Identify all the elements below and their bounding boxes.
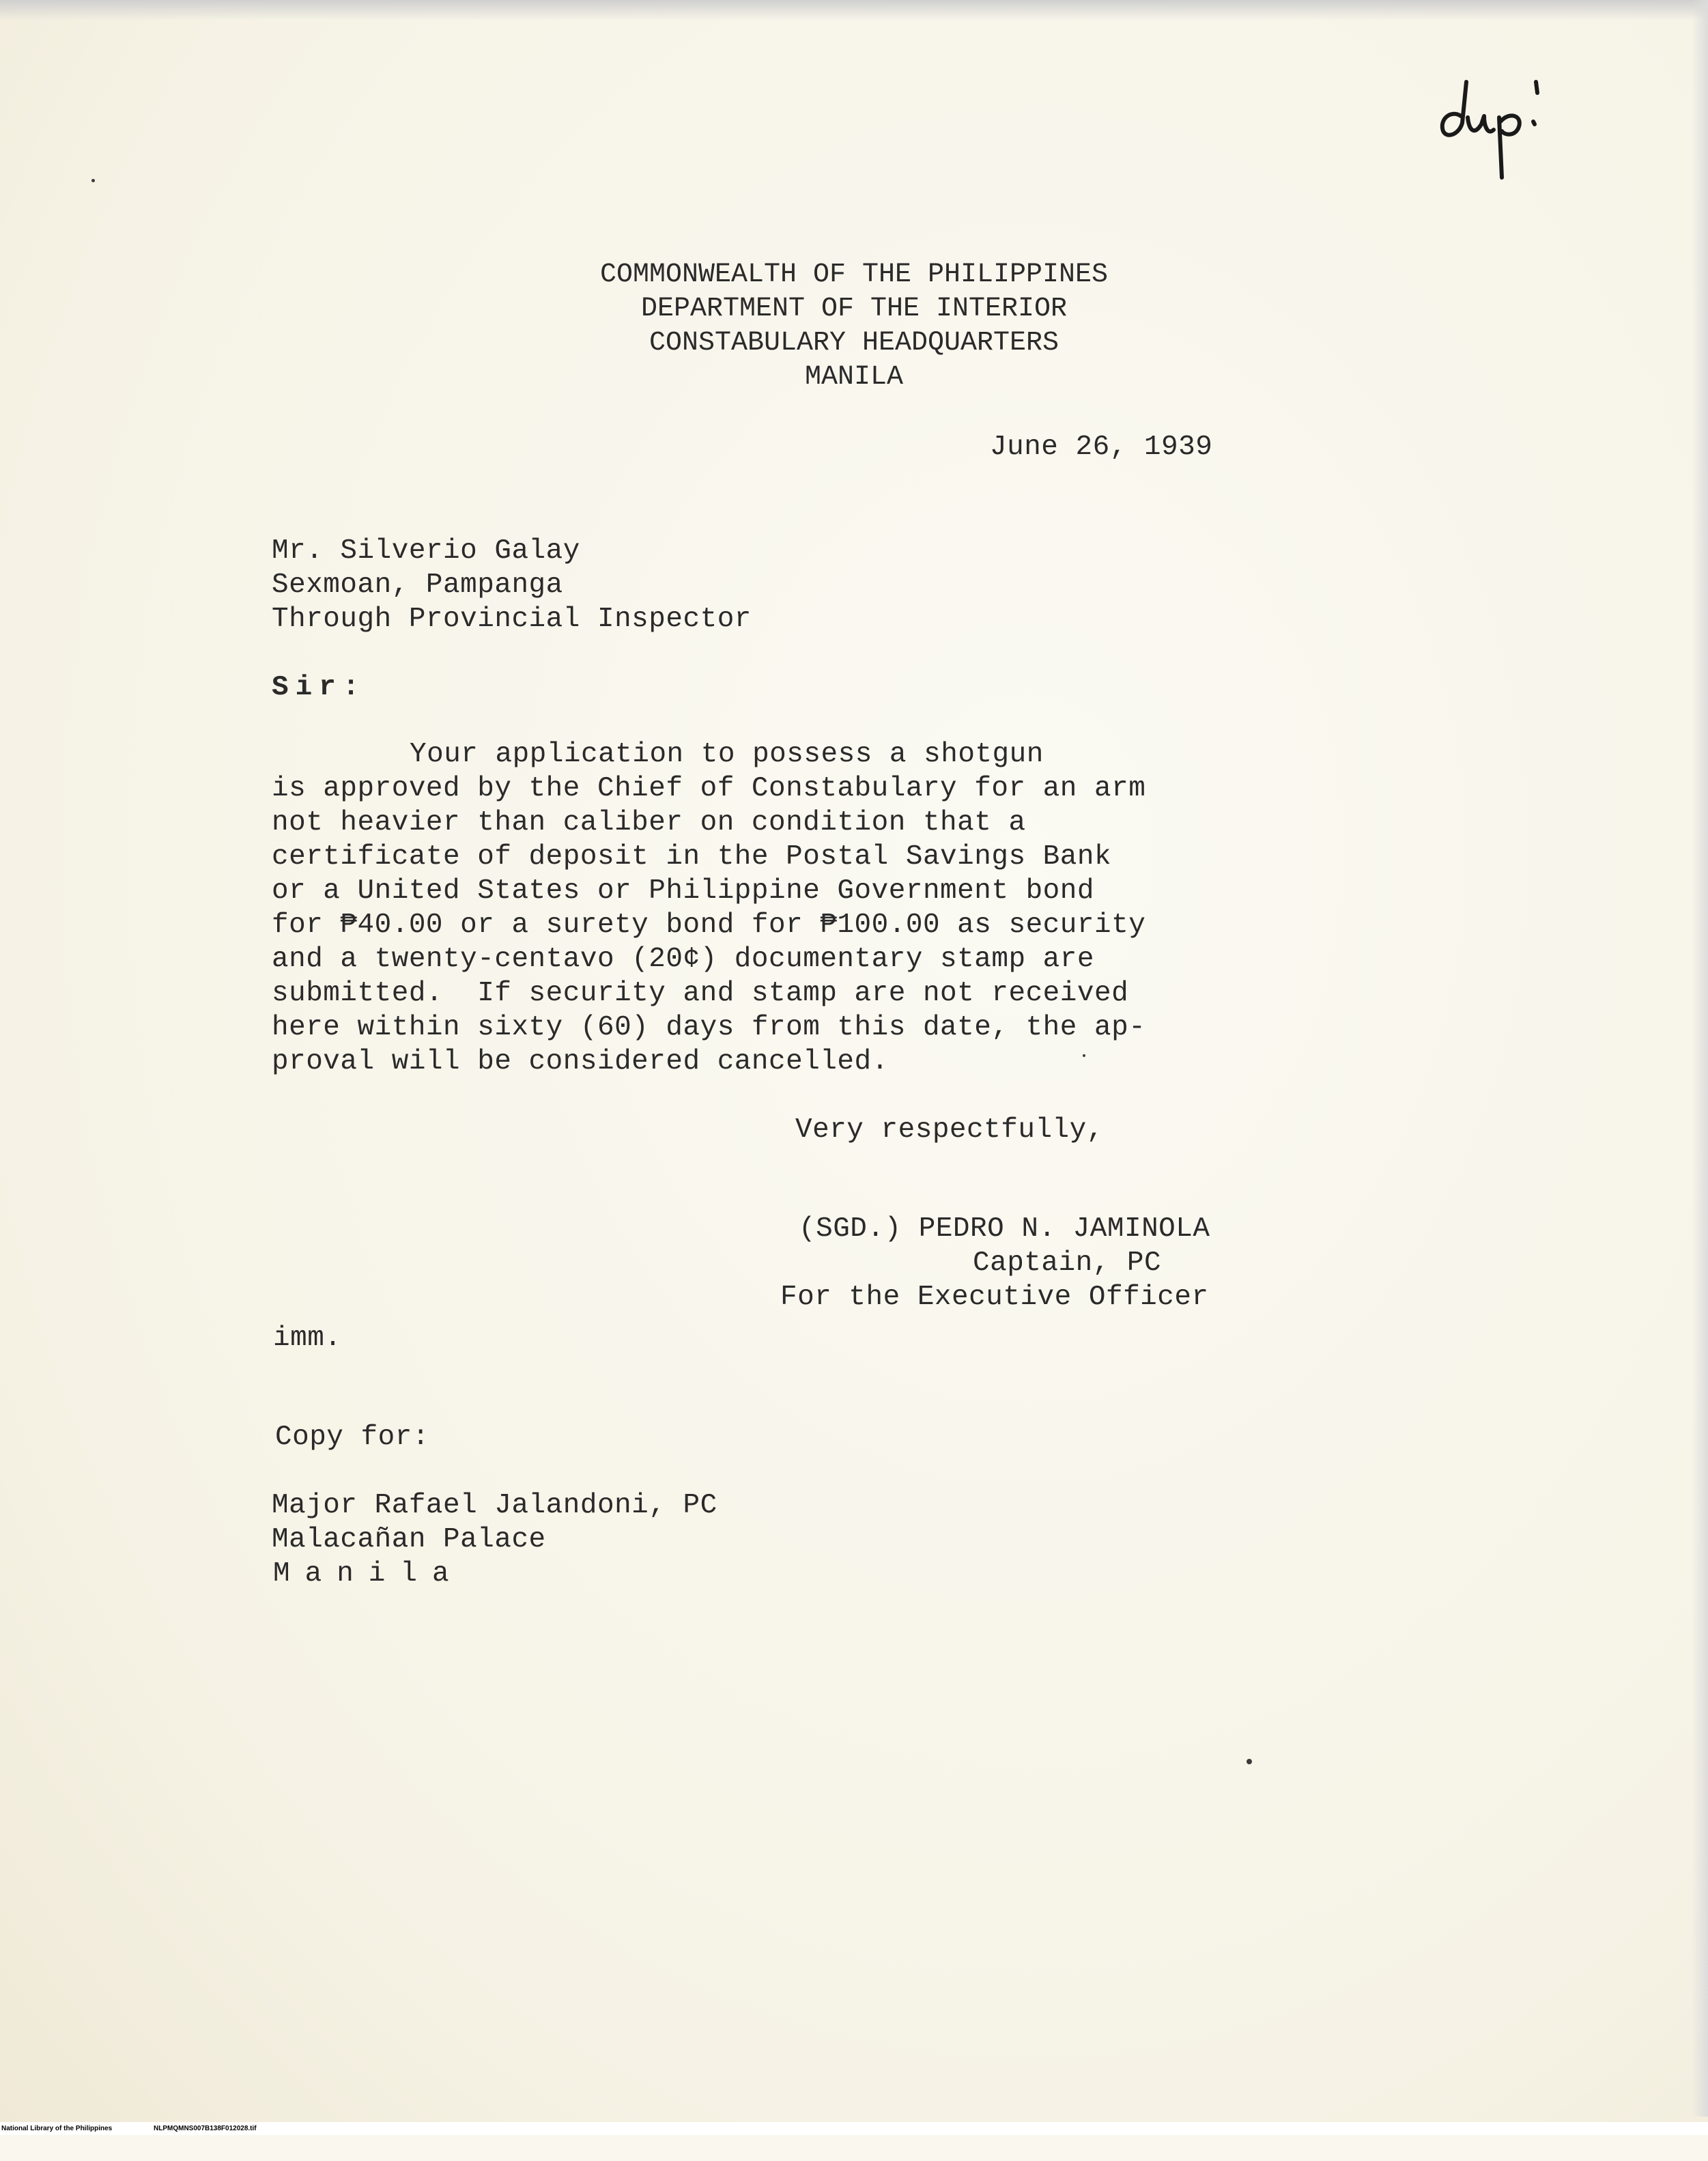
letter-date: June 26, 1939 xyxy=(990,432,1213,463)
body-line-3: not heavier than caliber on condition that a xyxy=(272,807,1026,838)
closing: Very respectfully, xyxy=(795,1114,1104,1146)
body-line-9: here within sixty (60) days from this date, the ap- xyxy=(272,1012,1146,1043)
body-line-5: or a United States or Philippine Government bond xyxy=(272,875,1094,907)
copy-name: Major Rafael Jalandoni, PC xyxy=(272,1490,717,1521)
signature-rank: Captain, PC xyxy=(973,1247,1162,1279)
body-line-7: and a twenty-centavo (20¢) documentary stamp are xyxy=(272,944,1094,975)
body-line-4: certificate of deposit in the Postal Savings Bank xyxy=(272,841,1112,873)
footer-library: National Library of the Philippines xyxy=(1,2125,113,2132)
copy-label: Copy for: xyxy=(275,1422,429,1453)
copy-city: Manila xyxy=(273,1558,464,1590)
body-line-1: Your application to possess a shotgun xyxy=(410,739,1044,770)
body-line-6: for ₱40.00 or a surety bond for ₱100.00 as security xyxy=(272,909,1146,941)
scan-top-edge xyxy=(0,0,1708,20)
body-line-10: proval will be considered cancelled. xyxy=(272,1046,889,1077)
signature-name: (SGD.) PEDRO N. JAMINOLA xyxy=(799,1213,1210,1245)
speck xyxy=(1083,1054,1085,1057)
typist-initials: imm. xyxy=(273,1323,342,1354)
letterhead-line-4: MANILA xyxy=(804,362,904,393)
scan-footer xyxy=(0,2122,1708,2135)
footer-filename: NLPMQMNS007B138F012028.tif xyxy=(154,2125,257,2132)
speck xyxy=(1247,1759,1252,1764)
body-line-2: is approved by the Chief of Constabulary for an arm xyxy=(272,773,1146,804)
addressee-name: Mr. Silverio Galay xyxy=(272,535,580,567)
salutation: Sir: xyxy=(272,672,367,703)
speck xyxy=(91,179,95,182)
addressee-place: Sexmoan, Pampanga xyxy=(272,569,563,601)
signature-role: For the Executive Officer xyxy=(780,1282,1209,1313)
body-line-8: submitted. If security and stamp are not received xyxy=(272,978,1129,1009)
letterhead-line-2: DEPARTMENT OF THE INTERIOR xyxy=(640,294,1068,324)
letterhead-line-1: COMMONWEALTH OF THE PHILIPPINES xyxy=(599,259,1109,290)
copy-place: Malacañan Palace xyxy=(272,1524,546,1555)
addressee-via: Through Provincial Inspector xyxy=(272,604,752,635)
letterhead-line-3: CONSTABULARY HEADQUARTERS xyxy=(649,328,1059,358)
handwritten-dup-note xyxy=(1434,68,1543,191)
